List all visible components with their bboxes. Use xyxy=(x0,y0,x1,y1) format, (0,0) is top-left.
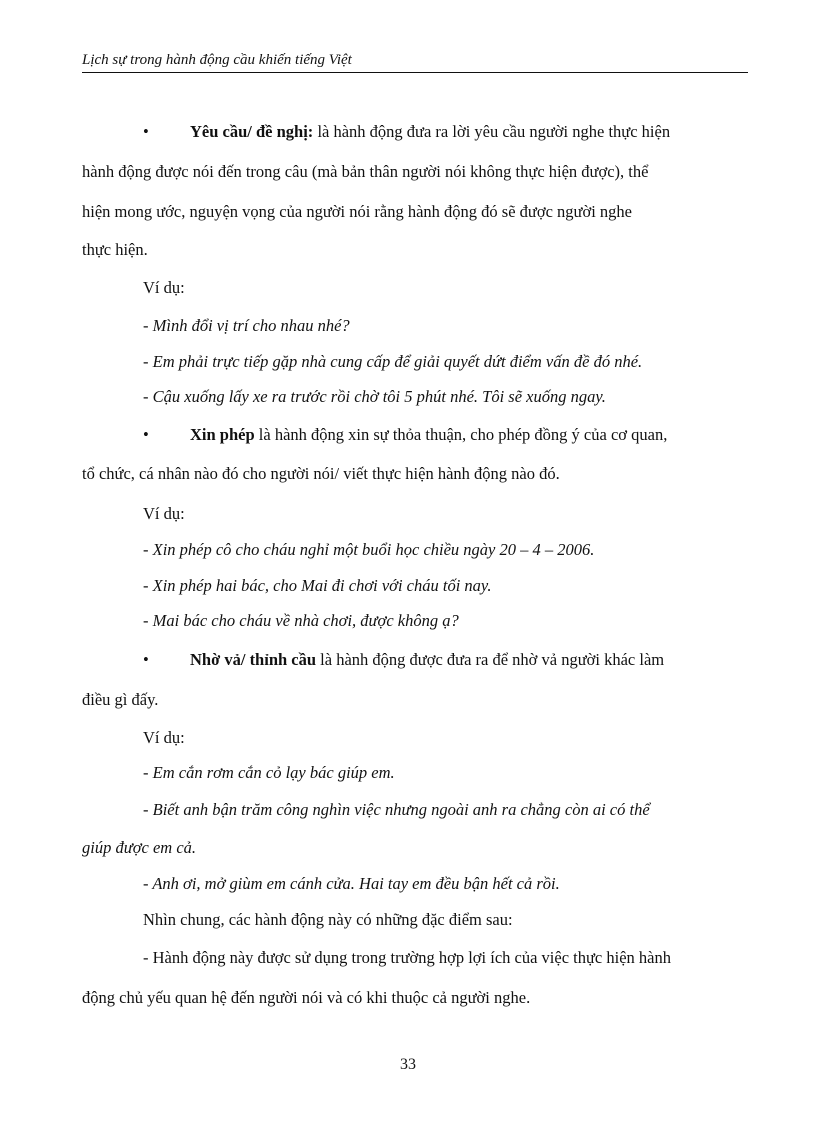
bullet-icon: • xyxy=(143,122,149,141)
running-header xyxy=(82,50,748,73)
definition-request-line3: hiện mong ước, nguyện vọng của người nói rằng hành động đó sẽ được người nghe xyxy=(82,202,632,221)
bullet-icon: • xyxy=(143,425,149,444)
definition-favor-line1: là hành động được đưa ra để nhờ vả người khác làm xyxy=(320,650,665,669)
term-favor: Nhờ vả/ thỉnh cầu xyxy=(190,650,317,669)
example-item: - Xin phép cô cho cháu nghỉ một buổi học chiều ngày 20 – 4 – 2006. xyxy=(143,540,595,559)
example-item: - Cậu xuống lấy xe ra trước rồi chờ tôi 5 phút nhé. Tôi sẽ xuống ngay. xyxy=(143,387,606,406)
summary-point-line1: - Hành động này được sử dụng trong trường hợp lợi ích của việc thực hiện hành xyxy=(143,948,671,967)
summary-point-line2: động chủ yếu quan hệ đến người nói và có khi thuộc cả người nghe. xyxy=(82,988,531,1007)
example-item: - Anh ơi, mở giùm em cánh cửa. Hai tay em đều bận hết cả rồi. xyxy=(143,874,560,893)
example-item: - Biết anh bận trăm công nghìn việc nhưng ngoài anh ra chẳng còn ai có thể xyxy=(143,800,650,819)
page-number: 33 xyxy=(400,1056,416,1073)
example-label: Ví dụ: xyxy=(143,278,185,297)
header-title: Lịch sự trong hành động cầu khiến tiếng Việt xyxy=(82,52,352,68)
definition-request-line2: hành động được nói đến trong câu (mà bản thân người nói không thực hiện được), thể xyxy=(82,162,649,181)
example-item: - Xin phép hai bác, cho Mai đi chơi với cháu tối nay. xyxy=(143,576,492,595)
example-item: - Em cắn rơm cắn cỏ lạy bác giúp em. xyxy=(143,763,395,782)
term-permission: Xin phép xyxy=(190,425,255,444)
example-item: - Em phải trực tiếp gặp nhà cung cấp để giải quyết dứt điểm vấn đề đó nhé. xyxy=(143,352,643,371)
example-item: - Mình đổi vị trí cho nhau nhé? xyxy=(143,316,350,335)
definition-permission xyxy=(190,425,740,445)
example-label: Ví dụ: xyxy=(143,728,185,747)
definition-request-line1: là hành động đưa ra lời yêu cầu người nghe thực hiện xyxy=(317,122,671,141)
bullet-icon: • xyxy=(143,650,149,669)
summary-intro: Nhìn chung, các hành động này có những đặc điểm sau: xyxy=(143,910,513,929)
definition-permission-line2: tổ chức, cá nhân nào đó cho người nói/ viết thực hiện hành động nào đó. xyxy=(82,464,560,483)
example-item: - Mai bác cho cháu về nhà chơi, được không ạ? xyxy=(143,611,459,630)
definition-permission-line1: là hành động xin sự thỏa thuận, cho phép đồng ý của cơ quan, xyxy=(258,425,668,444)
definition-request xyxy=(190,122,740,142)
definition-favor-line2: điều gì đấy. xyxy=(82,690,159,709)
example-item-continuation: giúp được em cả. xyxy=(82,838,197,857)
example-label: Ví dụ: xyxy=(143,504,185,523)
definition-request-line4: thực hiện. xyxy=(82,240,148,259)
definition-favor xyxy=(190,650,740,670)
term-request: Yêu cầu/ đề nghị: xyxy=(190,122,314,141)
